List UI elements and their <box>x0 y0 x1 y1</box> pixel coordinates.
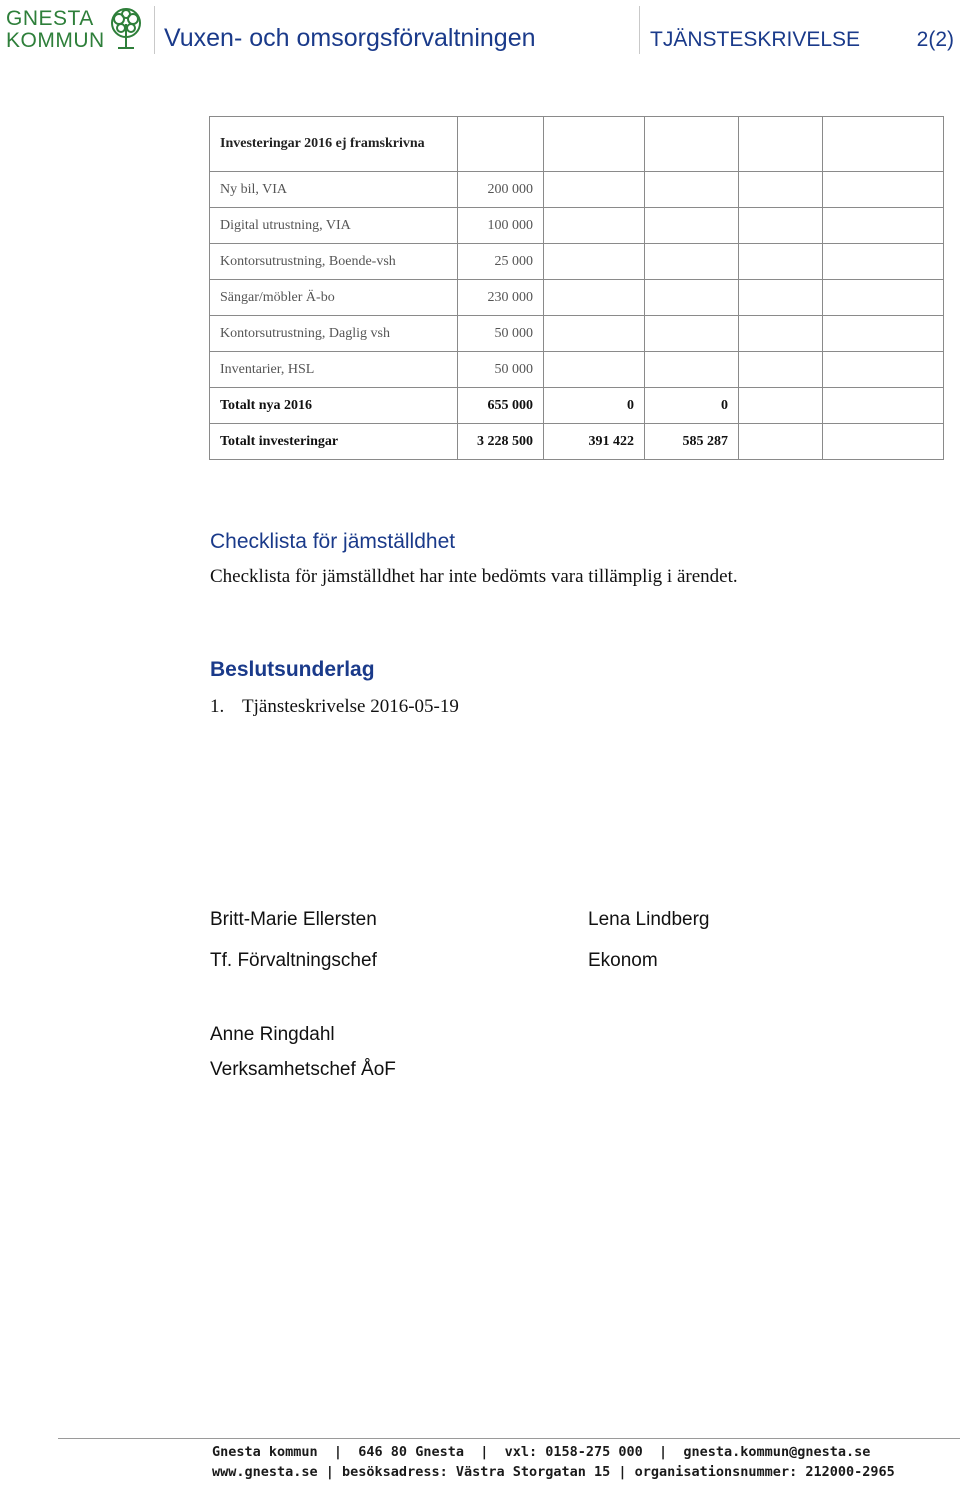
cell: 50 000 <box>458 316 544 352</box>
cell: 50 000 <box>458 352 544 388</box>
tree-emblem-icon <box>106 6 146 52</box>
cell <box>823 172 944 208</box>
footer-divider <box>58 1438 960 1439</box>
cell <box>739 316 823 352</box>
signature-title: Ekonom <box>588 950 658 971</box>
row-label: Sängar/möbler Ä-bo <box>210 280 458 316</box>
cell <box>739 424 823 460</box>
table-row <box>210 172 944 208</box>
cell <box>645 117 739 172</box>
cell: 0 <box>544 388 645 424</box>
cell: 230 000 <box>458 280 544 316</box>
header-divider <box>639 6 640 54</box>
cell: 200 000 <box>458 172 544 208</box>
cell <box>544 244 645 280</box>
cell <box>739 208 823 244</box>
cell <box>739 117 823 172</box>
row-label: Ny bil, VIA <box>210 172 458 208</box>
logo-text-line1: GNESTA <box>6 7 94 30</box>
cell <box>739 352 823 388</box>
signature-name: Lena Lindberg <box>588 909 710 930</box>
row-label: Kontorsutrustning, Boende-vsh <box>210 244 458 280</box>
investments-table <box>209 116 944 460</box>
cell <box>739 388 823 424</box>
footer-contact-line: Gnesta kommun | 646 80 Gnesta | vxl: 0158-275 000 | gnesta.kommun@gnesta.se <box>212 1444 871 1460</box>
cell <box>739 280 823 316</box>
list-item <box>210 696 459 718</box>
row-label: Kontorsutrustning, Daglig vsh <box>210 316 458 352</box>
table-row <box>210 117 944 172</box>
row-label: Investeringar 2016 ej framskrivna <box>210 117 458 172</box>
cell <box>823 280 944 316</box>
cell <box>645 208 739 244</box>
cell <box>823 117 944 172</box>
table-row <box>210 352 944 388</box>
header-divider <box>154 6 155 54</box>
gender-checklist-text: Checklista för jämställdhet har inte bedömts vara tillämplig i ärendet. <box>210 566 738 587</box>
cell <box>645 352 739 388</box>
cell <box>458 117 544 172</box>
cell <box>544 352 645 388</box>
footer-address-line: www.gnesta.se | besöksadress: Västra Storgatan 15 | organisationsnummer: 212000-2965 <box>212 1464 895 1480</box>
list-text: Tjänsteskrivelse 2016-05-19 <box>242 696 459 717</box>
cell: 391 422 <box>544 424 645 460</box>
row-label: Totalt investeringar <box>210 424 458 460</box>
municipality-logo <box>4 6 144 54</box>
cell <box>823 244 944 280</box>
signature-title: Tf. Förvaltningschef <box>210 950 377 971</box>
logo-text-line2: KOMMUN <box>6 29 105 52</box>
row-label: Digital utrustning, VIA <box>210 208 458 244</box>
cell <box>645 172 739 208</box>
cell <box>645 280 739 316</box>
page-header <box>0 0 960 60</box>
section-heading-gender-checklist: Checklista för jämställdhet <box>210 530 456 553</box>
signature-title: Verksamhetschef ÅoF <box>210 1059 396 1080</box>
cell <box>823 208 944 244</box>
cell <box>823 352 944 388</box>
cell <box>544 208 645 244</box>
cell <box>739 244 823 280</box>
cell: 585 287 <box>645 424 739 460</box>
cell <box>823 316 944 352</box>
table-row <box>210 388 944 424</box>
row-label: Totalt nya 2016 <box>210 388 458 424</box>
cell: 100 000 <box>458 208 544 244</box>
table-row <box>210 280 944 316</box>
decision-basis-list <box>210 696 459 718</box>
cell: 3 228 500 <box>458 424 544 460</box>
cell <box>739 172 823 208</box>
list-number: 1. <box>210 696 225 717</box>
row-label: Inventarier, HSL <box>210 352 458 388</box>
signature-name: Anne Ringdahl <box>210 1024 335 1045</box>
cell: 655 000 <box>458 388 544 424</box>
signature-name: Britt-Marie Ellersten <box>210 909 377 930</box>
cell <box>823 388 944 424</box>
table-row <box>210 208 944 244</box>
table-row <box>210 424 944 460</box>
cell: 25 000 <box>458 244 544 280</box>
department-name: Vuxen- och omsorgsförvaltningen <box>164 24 536 52</box>
cell <box>544 316 645 352</box>
cell: 0 <box>645 388 739 424</box>
cell <box>645 244 739 280</box>
section-heading-decision-basis: Beslutsunderlag <box>210 658 375 681</box>
cell <box>544 117 645 172</box>
table-row <box>210 244 944 280</box>
document-type: TJÄNSTESKRIVELSE <box>650 28 861 51</box>
table-row <box>210 316 944 352</box>
cell <box>544 280 645 316</box>
cell <box>645 316 739 352</box>
cell <box>823 424 944 460</box>
page-number: 2(2) <box>916 28 954 51</box>
cell <box>544 172 645 208</box>
